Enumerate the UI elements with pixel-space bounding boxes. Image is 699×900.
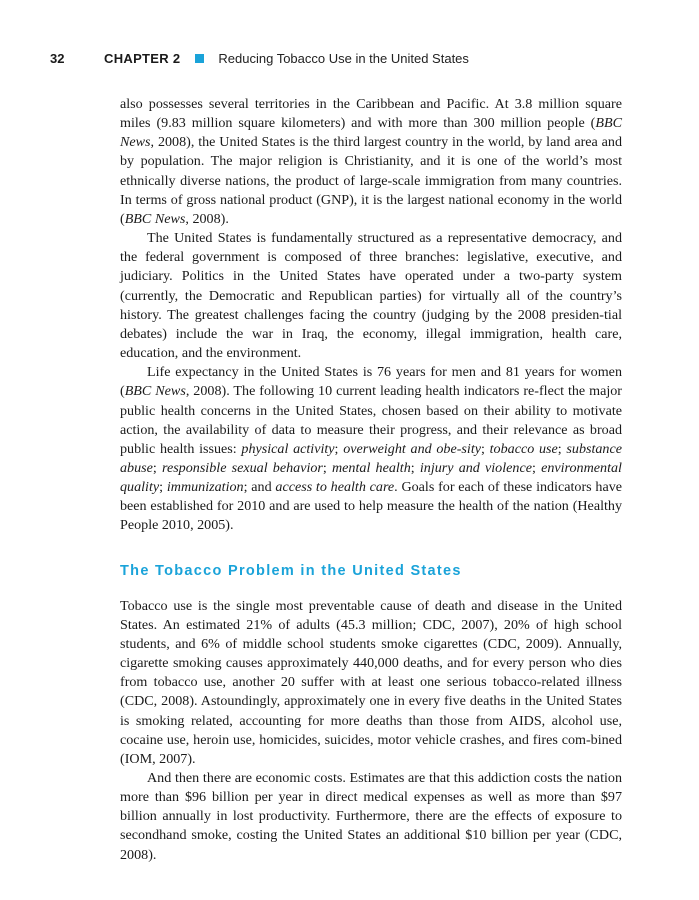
text-run: . Goals for each of these indicators have been established for 2010 and are used to help measure the health of the nation (Healthy People 2010, 2005). bbox=[120, 479, 623, 534]
text-run: ; bbox=[152, 459, 162, 476]
indicator-italic: tobacco use bbox=[489, 440, 558, 457]
indicator-italic: overweight and obe-sity bbox=[343, 440, 481, 457]
indicator-italic: immunization bbox=[166, 479, 244, 496]
paragraph-5: And then there are economic costs. Estimates are that this addiction costs the nation more than $96 billion per year in direct medical expenses as well as more than $97 billion annually in lost productivity. Furthermore, there are the effects of exposure to secondhand smoke, costing the United States an additional $10 billion per year (CDC, 2008). bbox=[120, 770, 622, 863]
paragraph-1 bbox=[120, 95, 622, 229]
paragraph-3 bbox=[120, 363, 622, 535]
square-bullet-icon bbox=[195, 54, 204, 63]
text-run: , 2008). bbox=[185, 210, 229, 227]
indicator-italic: environmental quality bbox=[120, 459, 622, 496]
paragraph-4: Tobacco use is the single most preventable cause of death and disease in the United States. An estimated 21% of adults (45.3 million; CDC, 2007), 20% of high school students, and 6% of middle school students smoke cigarettes (CDC, 2009). Annually, cigarette smoking causes approximately 440,000 deaths, and for every person who dies from tobacco use, another 20 suffer with at least one serious tobacco-related illness (CDC, 2008). Astoundingly, approximately one in every five deaths in the United States is smoking related, accounting for more deaths than those from AIDS, alcohol use, cocaine use, heroin use, homicides, suicides, motor vehicle crashes, and fires com-bined (IOM, 2007). bbox=[120, 597, 622, 767]
indicator-italic: physical activity bbox=[241, 440, 335, 457]
indicator-italic: mental health bbox=[332, 459, 411, 476]
text-run: also possesses several territories in the Caribbean and Pacific. At 3.8 million square miles (9.83 million square kilometers) and with more than 300 million people ( bbox=[120, 96, 622, 132]
indicator-italic: access to health care bbox=[275, 479, 395, 496]
text-run: , 2008). The following 10 current leading health indicators re-flect the major public health concerns in the United States, chosen based on their ability to motivate action, the availability of data to measure their progress, and their relevance as broad public health issues: bbox=[120, 383, 622, 457]
text-run: ; bbox=[322, 459, 332, 476]
text-run: ; bbox=[557, 440, 567, 457]
body-text bbox=[120, 95, 622, 865]
indicator-italic: responsible sexual behavior bbox=[161, 459, 323, 476]
running-head bbox=[50, 49, 659, 67]
text-run: ; bbox=[410, 459, 420, 476]
chapter-label: CHAPTER 2 bbox=[104, 50, 181, 66]
text-run: , 2008), the United States is the third largest country in the world, by land area and by population. The major religion is Christianity, and it is one of the world’s most ethnically diverse nations, the product of large-scale immigration from many countries. In terms of gross national product (GNP), it is the largest national economy in the world ( bbox=[120, 134, 622, 227]
text-run: ; bbox=[159, 479, 167, 496]
citation-italic: BBC News bbox=[124, 383, 186, 400]
paragraph-2: The United States is fundamentally structured as a representative democracy, and the federal government is composed of three branches: legislative, executive, and judiciary. Politics in the United States have operated under a two-party system (currently, the Democratic and Republican parties) for virtually all of the country’s history. The greatest challenges facing the country (judging by the 2008 presiden-tial debates) include the war in Iraq, the economy, illegal immigration, health care, education, and the environment. bbox=[120, 230, 622, 362]
chapter-title: Reducing Tobacco Use in the United States bbox=[218, 50, 469, 66]
indicator-italic: injury and violence bbox=[419, 459, 532, 476]
citation-italic: BBC News bbox=[124, 210, 186, 227]
citation-italic: BBC News bbox=[120, 115, 622, 151]
text-run: ; bbox=[334, 440, 344, 457]
indicator-italic: substance abuse bbox=[120, 440, 622, 476]
section-heading: The Tobacco Problem in the United States bbox=[120, 562, 462, 579]
page-number: 32 bbox=[50, 50, 65, 66]
text-run: Life expectancy in the United States is 76 years for men and 81 years for women ( bbox=[120, 364, 622, 400]
text-run: ; and bbox=[243, 479, 276, 496]
text-run: ; bbox=[481, 440, 490, 457]
text-run: ; bbox=[531, 459, 542, 476]
